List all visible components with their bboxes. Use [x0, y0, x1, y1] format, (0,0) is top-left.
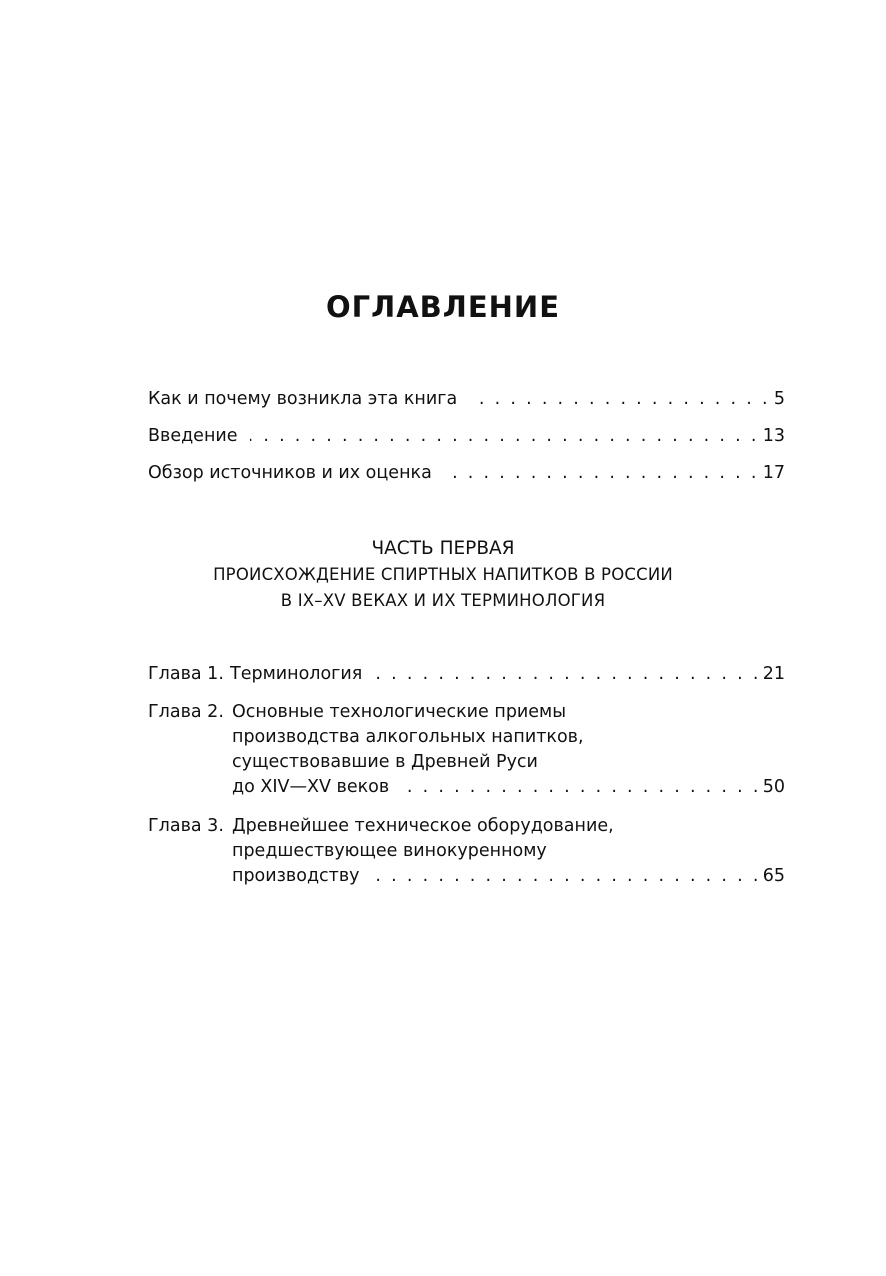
toc-title: ОГЛАВЛЕНИЕ — [325, 290, 560, 324]
chapter-title-line: существовавшие в Древней Руси — [232, 752, 538, 772]
dot-leader — [250, 424, 759, 449]
chapter-page-number: 65 — [762, 866, 785, 886]
dot-leader — [444, 461, 759, 486]
entry-text: Как и почему возникла эта книга — [148, 389, 458, 409]
chapter-label: Глава 1. — [148, 664, 224, 684]
entry-page-number: 13 — [762, 426, 785, 446]
toc-chapter-3[interactable] — [148, 814, 785, 889]
dot-leader — [469, 387, 770, 412]
chapter-page-number: 50 — [762, 777, 785, 797]
chapter-title-line: предшествующее винокуренному — [232, 841, 547, 861]
toc-entry-introduction[interactable] — [148, 424, 785, 449]
part-subtitle-line-2: В IX–XV ВЕКАХ И ИХ ТЕРМИНОЛОГИЯ — [280, 591, 606, 610]
entry-page-number: 5 — [773, 389, 785, 409]
chapter-title-last-line: производству — [232, 866, 360, 886]
toc-entry-sources-review[interactable] — [148, 461, 785, 486]
entry-text: Обзор источников и их оценка — [148, 463, 432, 483]
chapter-title-line: Древнейшее техническое оборудование, — [232, 816, 614, 836]
dot-leader — [372, 864, 761, 889]
chapter-title-line: производства алкогольных напитков, — [232, 727, 584, 747]
chapter-title-last-line: до XIV—XV веков — [232, 777, 390, 797]
chapter-title: Терминология — [230, 664, 363, 684]
part-subtitle-line-1: ПРОИСХОЖДЕНИЕ СПИРТНЫХ НАПИТКОВ В РОССИИ — [213, 565, 673, 584]
chapter-page-number: 21 — [762, 664, 785, 684]
toc-chapter-2[interactable] — [148, 700, 785, 800]
chapter-label: Глава 3. — [148, 816, 224, 836]
toc-chapter-1[interactable] — [148, 662, 785, 687]
part-one-heading — [0, 536, 886, 614]
dot-leader — [374, 662, 760, 687]
chapter-label: Глава 2. — [148, 702, 224, 722]
chapter-title-line: Основные технологические приемы — [232, 702, 567, 722]
entry-text: Введение — [148, 426, 238, 446]
part-title: ЧАСТЬ ПЕРВАЯ — [371, 538, 515, 559]
toc-entry-intro-book[interactable] — [148, 387, 785, 412]
dot-leader — [401, 775, 761, 800]
entry-page-number: 17 — [762, 463, 785, 483]
